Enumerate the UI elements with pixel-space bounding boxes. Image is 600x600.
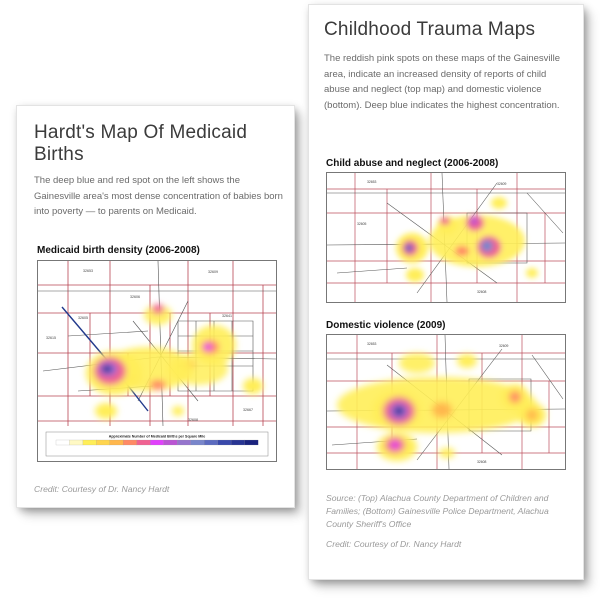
legend-swatch	[56, 440, 70, 445]
medicaid-density-map	[37, 260, 277, 462]
legend-swatch	[123, 440, 137, 445]
trauma-maps-source: Source: (Top) Alachua County Department of Children and Families; (Bottom) Gainesville Police Department, Alachua County Sheriff's Office	[326, 493, 549, 529]
domestic-violence-density-map	[326, 334, 566, 470]
svg-text:32605: 32605	[357, 222, 367, 226]
abuse-map-label: Child abuse and neglect (2006-2008)	[326, 158, 499, 169]
svg-text:32608: 32608	[477, 460, 487, 464]
svg-text:32609: 32609	[499, 344, 509, 348]
svg-text:32606: 32606	[130, 295, 140, 299]
svg-text:32641: 32641	[222, 314, 232, 318]
medicaid-legend-title: Approximate Number of Medicaid Births per Square Mile	[108, 434, 206, 439]
svg-text:32653: 32653	[83, 269, 93, 273]
legend-swatch	[204, 440, 218, 445]
svg-text:32608: 32608	[188, 418, 198, 422]
trauma-maps-title: Childhood Trauma Maps	[324, 19, 536, 40]
legend-swatch	[150, 440, 164, 445]
medicaid-map-label: Medicaid birth density (2006-2008)	[37, 245, 200, 256]
svg-text:32653: 32653	[367, 180, 377, 184]
svg-text:32615: 32615	[46, 336, 56, 340]
svg-text:32605: 32605	[78, 316, 88, 320]
legend-swatch	[177, 440, 191, 445]
legend-swatch	[69, 440, 83, 445]
legend-swatch	[218, 440, 232, 445]
svg-text:32653: 32653	[367, 342, 377, 346]
child-abuse-density-map	[326, 172, 566, 303]
legend-swatch	[245, 440, 259, 445]
medicaid-legend-scale	[56, 440, 258, 445]
svg-text:32609: 32609	[208, 270, 218, 274]
legend-swatch	[83, 440, 97, 445]
legend-swatch	[110, 440, 124, 445]
legend-swatch	[231, 440, 245, 445]
medicaid-map-title: Hardt's Map Of Medicaid Births	[34, 122, 248, 165]
legend-swatch	[96, 440, 110, 445]
legend-swatch	[137, 440, 151, 445]
trauma-maps-description: The reddish pink spots on these maps of the Gainesville area, indicate an increased density of reports of child abuse and neglect (top map) and domestic violence (bottom). Deep blue indicates the highest concentration.	[324, 53, 561, 111]
trauma-maps-credit: Credit: Courtesy of Dr. Nancy Hardt	[326, 539, 462, 549]
svg-text:32609: 32609	[497, 182, 507, 186]
trauma-maps-card	[309, 5, 583, 579]
legend-swatch	[191, 440, 205, 445]
svg-text:32608: 32608	[477, 290, 487, 294]
medicaid-map-description: The deep blue and red spot on the left shows the Gainesville area's most dense concentration of babies born into poverty — to parents on Medicaid.	[34, 175, 283, 217]
legend-swatch	[164, 440, 178, 445]
medicaid-births-card	[17, 106, 294, 507]
domestic-violence-map-label: Domestic violence (2009)	[326, 320, 446, 331]
svg-text:32667: 32667	[243, 408, 253, 412]
medicaid-map-credit: Credit: Courtesy of Dr. Nancy Hardt	[34, 484, 170, 494]
